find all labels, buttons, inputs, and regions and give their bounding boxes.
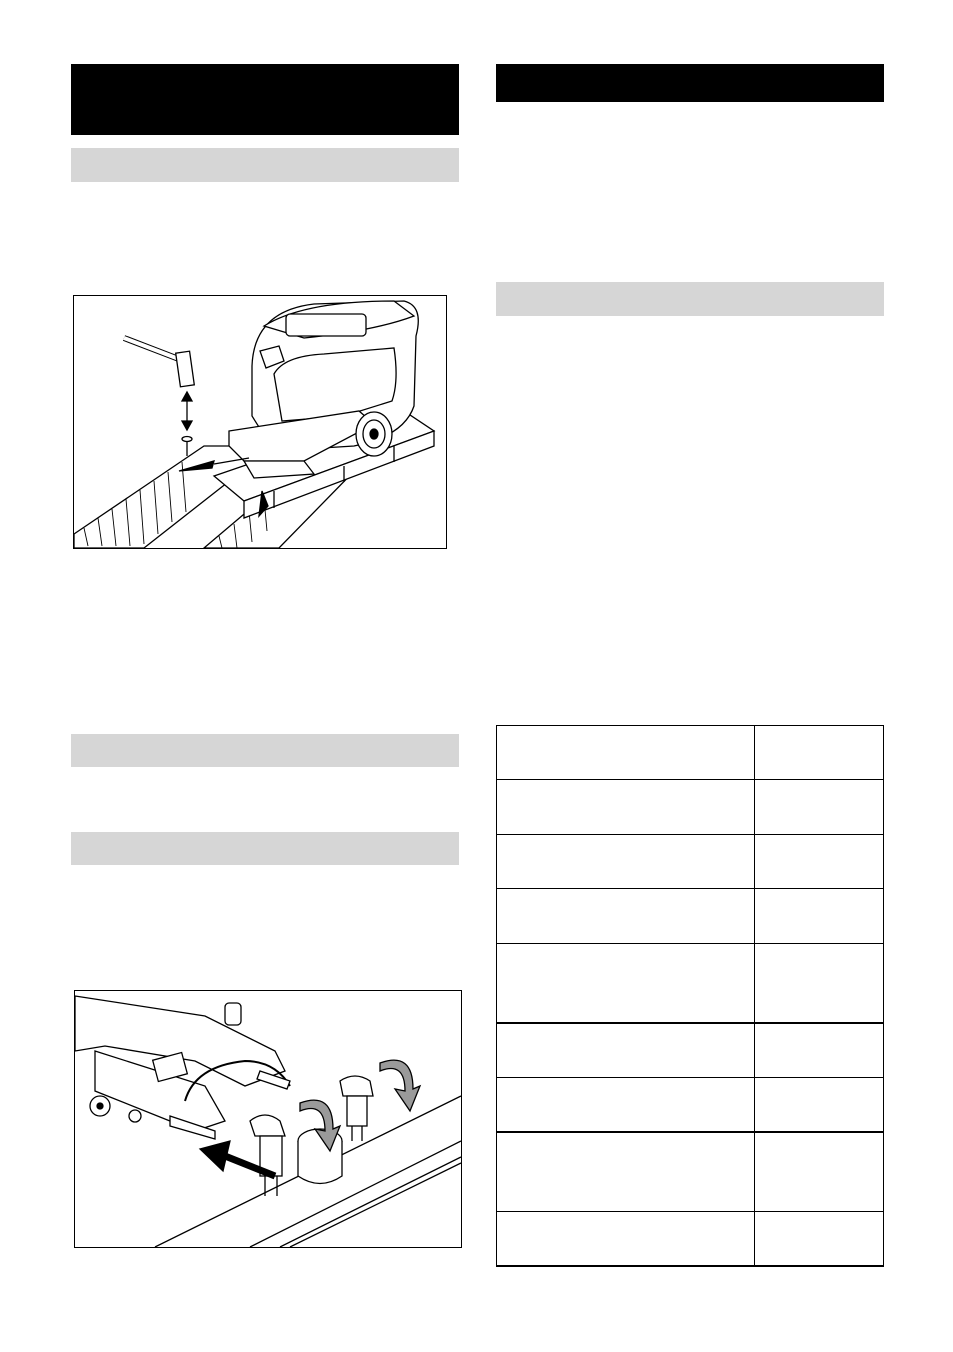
subsection-bar-3 [71,832,459,865]
pallet-unloading-drawing [74,296,446,548]
table-cell-label [497,1078,755,1132]
table-cell-label [497,835,755,889]
table-row [497,889,884,944]
table-row [497,1212,884,1266]
table-row [497,835,884,889]
table-cell-label [497,780,755,835]
subsection-bar-right [496,282,884,316]
subsection-bar-2 [71,734,459,767]
table-row [497,1078,884,1132]
table-cell-label [497,944,755,1023]
table-cell-value [755,1132,884,1212]
figure-pallet-unloading [73,295,447,549]
table-cell-value [755,1023,884,1078]
table-cell-value [755,780,884,835]
table-cell-value [755,726,884,780]
spec-table [496,725,884,1267]
table-row [497,1023,884,1078]
table-row [497,780,884,835]
table-cell-label [497,1023,755,1078]
table-cell-label [497,1132,755,1212]
handle-mounting-drawing [75,991,461,1247]
subsection-bar-1 [71,148,459,182]
table-cell-value [755,944,884,1023]
table-cell-label [497,726,755,780]
section-header-bar-right [496,64,884,102]
table-row [497,944,884,1023]
table-cell-value [755,1212,884,1266]
section-header-bar-left [71,64,459,135]
table-row [497,726,884,780]
table-cell-value [755,889,884,944]
table-row [497,1132,884,1212]
table-cell-value [755,1078,884,1132]
table-cell-label [497,1212,755,1266]
figure-handle-mounting [74,990,462,1248]
table-cell-value [755,835,884,889]
table-cell-label [497,889,755,944]
